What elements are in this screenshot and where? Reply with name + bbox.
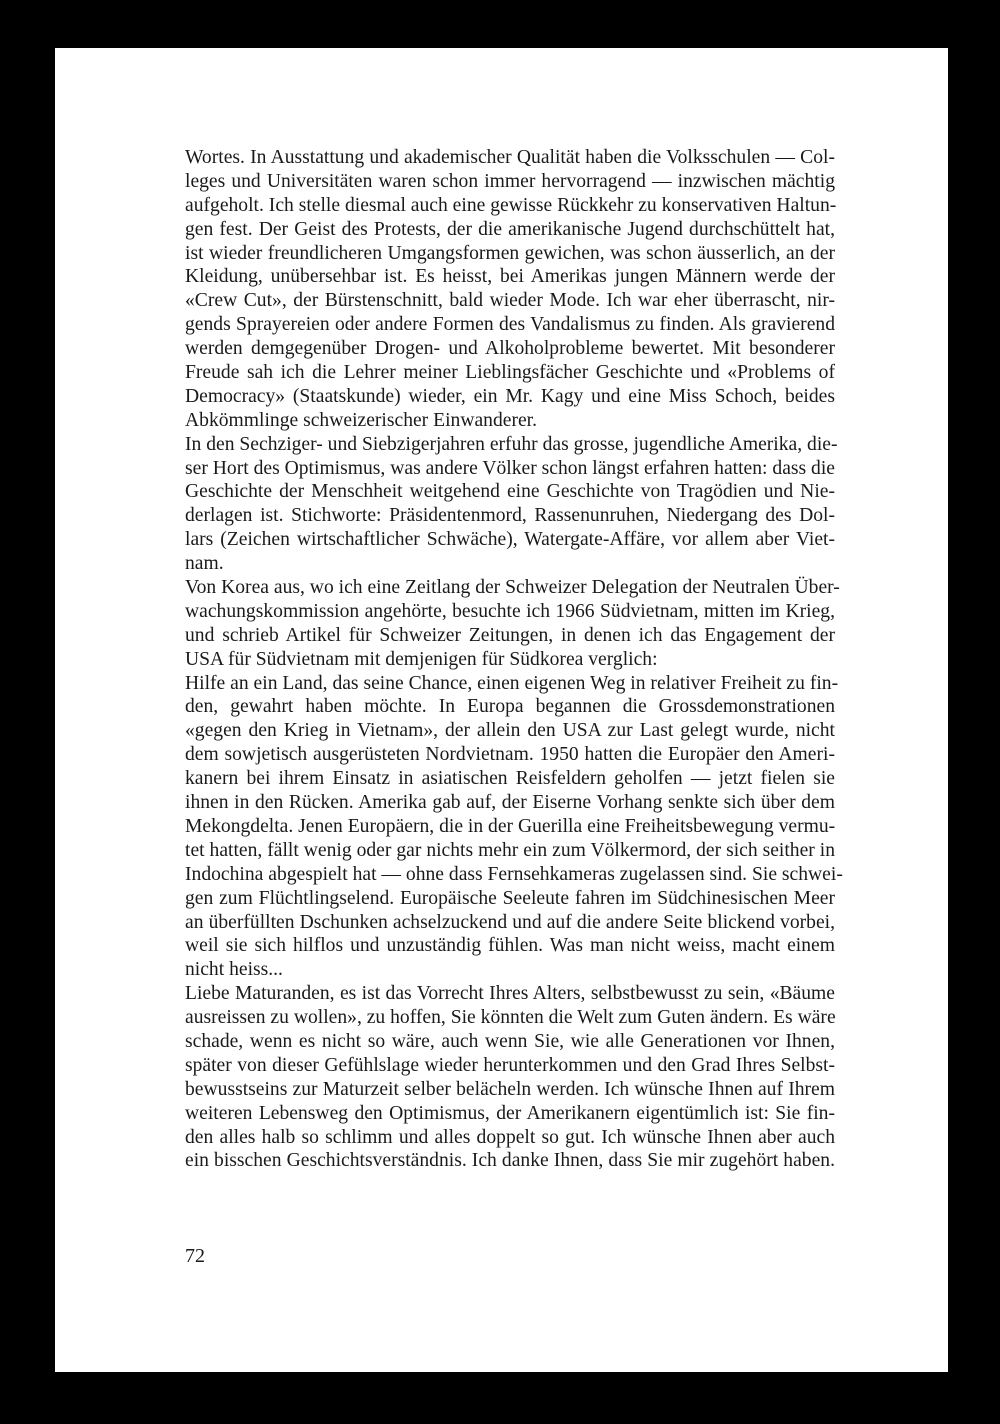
text-line: ser Hort des Optimismus, was andere Völker schon längst erfahren hatten: dass die <box>185 457 835 479</box>
text-line: tet hatten, fällt wenig oder gar nichts mehr ein zum Völkermord, der sich seither in <box>185 839 835 861</box>
text-line: den alles halb so schlimm und alles doppelt so gut. Ich wünsche Ihnen aber auch <box>185 1126 835 1148</box>
text-line: lars (Zeichen wirtschaftlicher Schwäche), Watergate-Affäre, vor allem aber Viet- <box>185 529 835 551</box>
text-line: und schrieb Artikel für Schweizer Zeitungen, in denen ich das Engagement der <box>185 624 835 646</box>
text-line: schade, wenn es nicht so wäre, auch wenn Sie, wie alle Generationen vor Ihnen, <box>185 1030 835 1052</box>
text-line: den, gewahrt haben möchte. In Europa begannen die Grossdemonstrationen <box>185 696 835 718</box>
text-line: USA für Südvietnam mit demjenigen für Südkorea verglich: <box>185 648 658 670</box>
text-line: werden demgegenüber Drogen- und Alkoholprobleme bewertet. Mit besonderer <box>185 338 835 360</box>
text-line: Mekongdelta. Jenen Europäern, die in der Guerilla eine Freiheitsbewegung vermu- <box>185 815 836 837</box>
text-line: weil sie sich hilflos und unzuständig fühlen. Was man nicht weiss, macht einem <box>185 935 835 957</box>
text-line: kanern bei ihrem Einsatz in asiatischen Reisfeldern geholfen — jetzt fielen sie <box>185 768 835 790</box>
text-line: Liebe Maturanden, es ist das Vorrecht Ihres Alters, selbstbewusst zu sein, «Bäume <box>185 983 835 1005</box>
text-line: Democracy» (Staatskunde) wieder, ein Mr. Kagy und eine Miss Schoch, beides <box>185 385 835 407</box>
text-line: ausreissen zu wollen», zu hoffen, Sie könnten die Welt zum Guten ändern. Es wäre <box>185 1007 836 1029</box>
text-line: bewusstseins zur Maturzeit selber belächeln werden. Ich wünsche Ihnen auf Ihrem <box>185 1078 835 1100</box>
page-number: 72 <box>185 1245 205 1267</box>
text-line: Abkömmlinge schweizerischer Einwanderer. <box>185 409 538 431</box>
text-line: an überfüllten Dschunken achselzuckend und auf die andere Seite blickend vorbei, <box>185 911 835 933</box>
text-line: Freude sah ich die Lehrer meiner Lieblingsfächer Geschichte und «Problems of <box>185 362 835 384</box>
text-line: aufgeholt. Ich stelle diesmal auch eine gewisse Rückkehr zu konservativen Haltun- <box>185 194 837 216</box>
text-line: ist wieder freundlicheren Umgangsformen gewichen, was schon äusserlich, an der <box>185 242 835 264</box>
text-line: weiteren Lebensweg den Optimismus, der Amerikanern eigentümlich ist: Sie fin- <box>185 1102 835 1124</box>
text-line: wachungskommission angehörte, besuchte ich 1966 Südvietnam, mitten im Krieg, <box>185 600 835 622</box>
document-page <box>55 48 948 1372</box>
text-line: Kleidung, unübersehbar ist. Es heisst, bei Amerikas jungen Männern werde der <box>185 266 835 288</box>
text-line: gen fest. Der Geist des Protests, der die amerikanische Jugend durchschüttelt hat, <box>185 218 835 240</box>
text-line: Geschichte der Menschheit weitgehend eine Geschichte von Tragödien und Nie- <box>185 481 835 503</box>
text-line: Hilfe an ein Land, das seine Chance, einen eigenen Weg in relativer Freiheit zu fin- <box>185 672 839 694</box>
text-line: In den Sechziger- und Siebzigerjahren erfuhr das grosse, jugendliche Amerika, die- <box>185 433 838 455</box>
text-line: «Crew Cut», der Bürstenschnitt, bald wieder Mode. Ich war eher überrascht, nir- <box>185 290 835 312</box>
text-line: nam. <box>185 553 224 575</box>
text-line: dem sowjetisch ausgerüsteten Nordvietnam. 1950 hatten die Europäer den Ameri- <box>185 744 835 766</box>
text-line: ein bisschen Geschichtsverständnis. Ich danke Ihnen, dass Sie mir zugehört haben. <box>185 1150 835 1172</box>
text-line: Indochina abgespielt hat — ohne dass Fernsehkameras zugelassen sind. Sie schwei- <box>185 863 843 885</box>
text-line: derlagen ist. Stichworte: Präsidentenmord, Rassenunruhen, Niedergang des Dol- <box>185 505 835 527</box>
text-line: leges und Universitäten waren schon immer hervorragend — inzwischen mächtig <box>185 170 835 192</box>
text-line: gends Sprayereien oder andere Formen des Vandalismus zu finden. Als gravierend <box>185 314 835 336</box>
body-text <box>185 146 843 1173</box>
text-line: gen zum Flüchtlingselend. Europäische Seeleute fahren im Südchinesischen Meer <box>185 887 835 909</box>
text-line: später von dieser Gefühlslage wieder herunterkommen und den Grad Ihres Selbst- <box>185 1054 835 1076</box>
text-line: ihnen in den Rücken. Amerika gab auf, der Eiserne Vorhang senkte sich über dem <box>185 792 835 814</box>
text-line: nicht heiss... <box>185 959 283 981</box>
text-line: «gegen den Krieg in Vietnam», der allein den USA zur Last gelegt wurde, nicht <box>185 720 835 742</box>
text-line: Von Korea aus, wo ich eine Zeitlang der Schweizer Delegation der Neutralen Über- <box>185 577 840 599</box>
text-line: Wortes. In Ausstattung und akademischer Qualität haben die Volksschulen — Col- <box>185 147 835 168</box>
